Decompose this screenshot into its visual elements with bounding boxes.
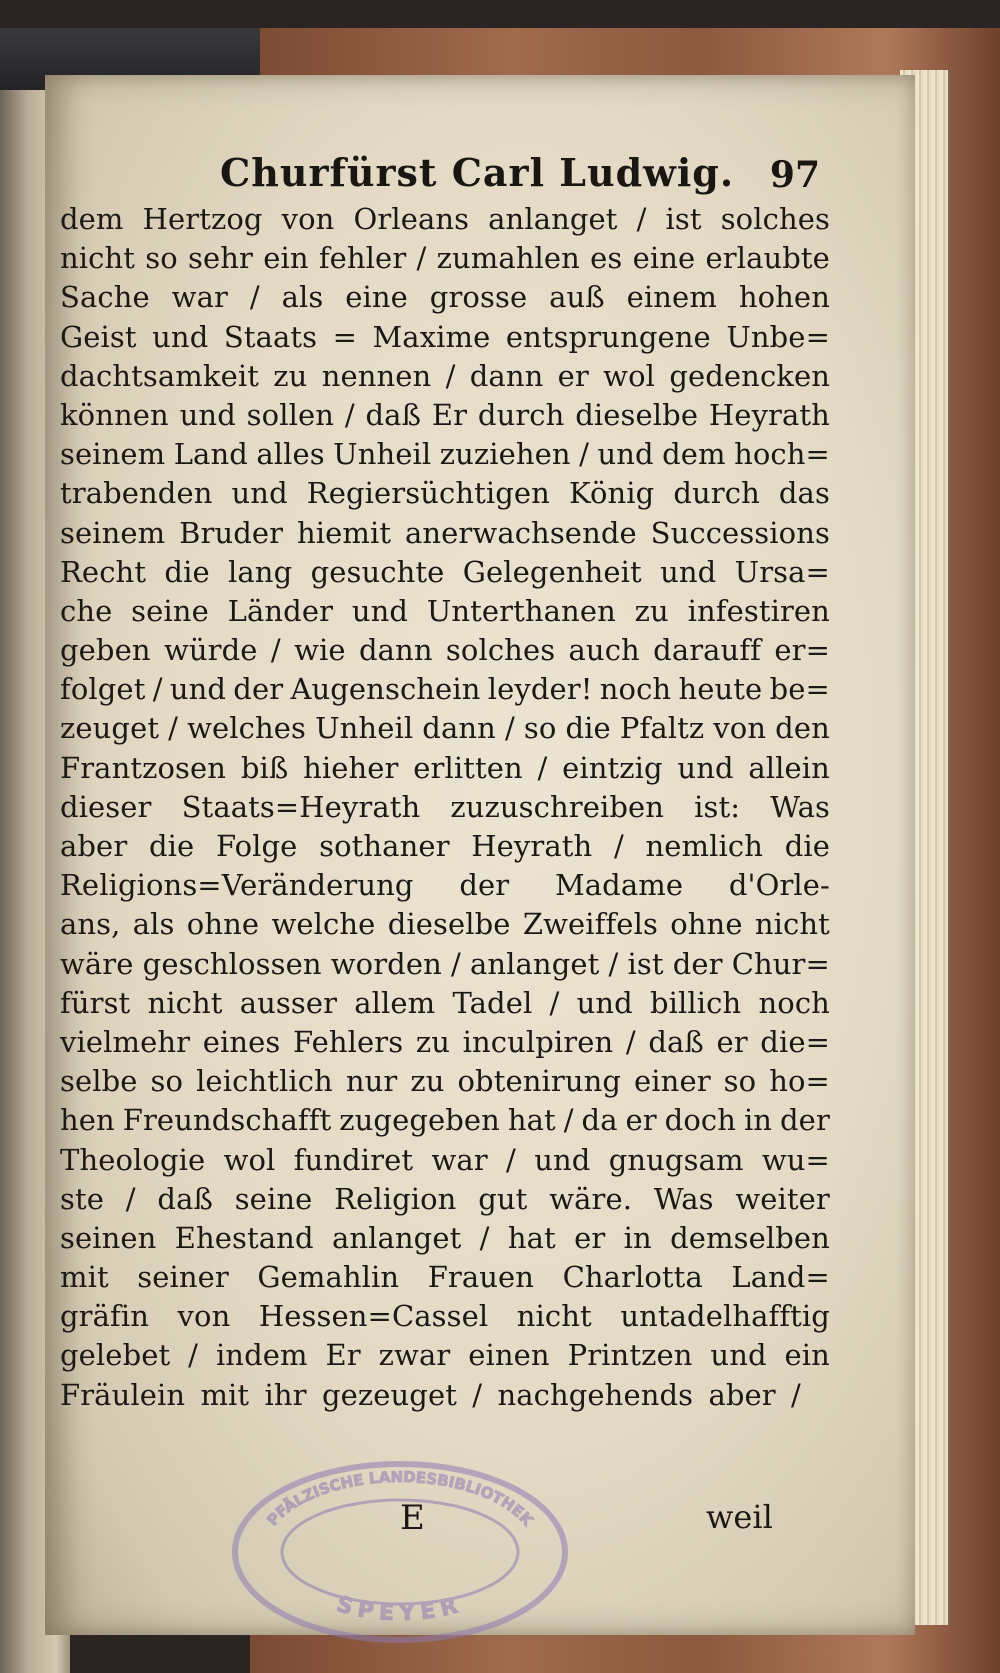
text-line: seinem Land alles Unheil zuziehen / und dem hoch= — [60, 437, 830, 472]
text-line: mit seiner Gemahlin Frauen Charlotta Land= — [60, 1260, 830, 1295]
text-line: Recht die lang gesuchte Gelegenheit und Ursa= — [60, 554, 830, 589]
text-line: dachtsamkeit zu nennen / dann er wol gedencken — [60, 358, 830, 393]
text-line: nicht so sehr ein fehler / zumahlen es eine erlaubte — [60, 241, 830, 276]
text-line: Fräulein mit ihr gezeuget / nachgehends aber / — [60, 1377, 801, 1412]
text-line: Frantzosen biß hieher erlitten / eintzig und allein — [60, 750, 830, 785]
running-title: Churfürst Carl Ludwig. — [220, 150, 735, 195]
text-line: seinem Bruder hiemit anerwachsende Successions — [60, 515, 830, 550]
text-line: ans, als ohne welche dieselbe Zweiffels ohne nicht — [60, 907, 830, 942]
stamp-inner-ring — [282, 1500, 518, 1604]
text-line: gelebet / indem Er zwar einen Printzen und ein — [60, 1338, 830, 1373]
text-line: che seine Länder und Unterthanen zu infestiren — [60, 593, 830, 628]
text-line: trabenden und Regiersüchtigen König durch das — [60, 476, 830, 511]
text-line: Sache war / als eine grosse auß einem hohen — [60, 280, 830, 315]
stamp-bottom-text: SPEYER — [333, 1592, 467, 1627]
signature-mark: E — [400, 1498, 425, 1538]
text-line: zeuget / welches Unheil dann / so die Pfaltz von den — [60, 711, 830, 746]
text-line: dem Hertzog von Orleans anlanget / ist solches — [60, 202, 830, 236]
text-line: Theologie wol fundiret war / und gnugsam wu= — [60, 1142, 830, 1177]
text-line: folget / und der Augenschein leyder! noch heute be= — [60, 672, 830, 707]
text-line: gräfin von Hessen=Cassel nicht untadelhafftig — [60, 1299, 830, 1334]
text-line: Geist und Staats = Maxime entsprungene Unbe= — [60, 319, 830, 354]
text-line: ste / daß seine Religion gut wäre. Was weiter — [60, 1181, 830, 1216]
text-line: fürst nicht ausser allem Tadel / und billich noch — [60, 985, 830, 1020]
library-stamp — [225, 1452, 575, 1652]
page-number: 97 — [769, 154, 820, 196]
stamp-top-text: PFÄLZISCHE LANDESBIBLIOTHEK — [263, 1467, 537, 1530]
catchword: weil — [706, 1498, 773, 1536]
text-line: dieser Staats=Heyrath zuzuschreiben ist: Was — [60, 789, 830, 824]
text-line: aber die Folge sothaner Heyrath / nemlich die — [60, 829, 830, 863]
body-text — [60, 200, 830, 1415]
text-line: vielmehr eines Fehlers zu inculpiren / daß er die= — [60, 1024, 830, 1059]
text-line: seinen Ehestand anlanget / hat er in demselben — [60, 1220, 830, 1255]
text-line: selbe so leichtlich nur zu obtenirung einer so ho= — [60, 1064, 830, 1099]
text-line: Religions=Veränderung der Madame d'Orle- — [60, 868, 830, 903]
text-line: können und sollen / daß Er durch dieselbe Heyrath — [60, 397, 830, 432]
text-line: hen Freundschafft zugegeben hat / da er doch in der — [60, 1103, 830, 1138]
text-line: wäre geschlossen worden / anlanget / ist der Chur= — [60, 946, 830, 981]
text-line: geben würde / wie dann solches auch darauff er= — [60, 633, 830, 668]
